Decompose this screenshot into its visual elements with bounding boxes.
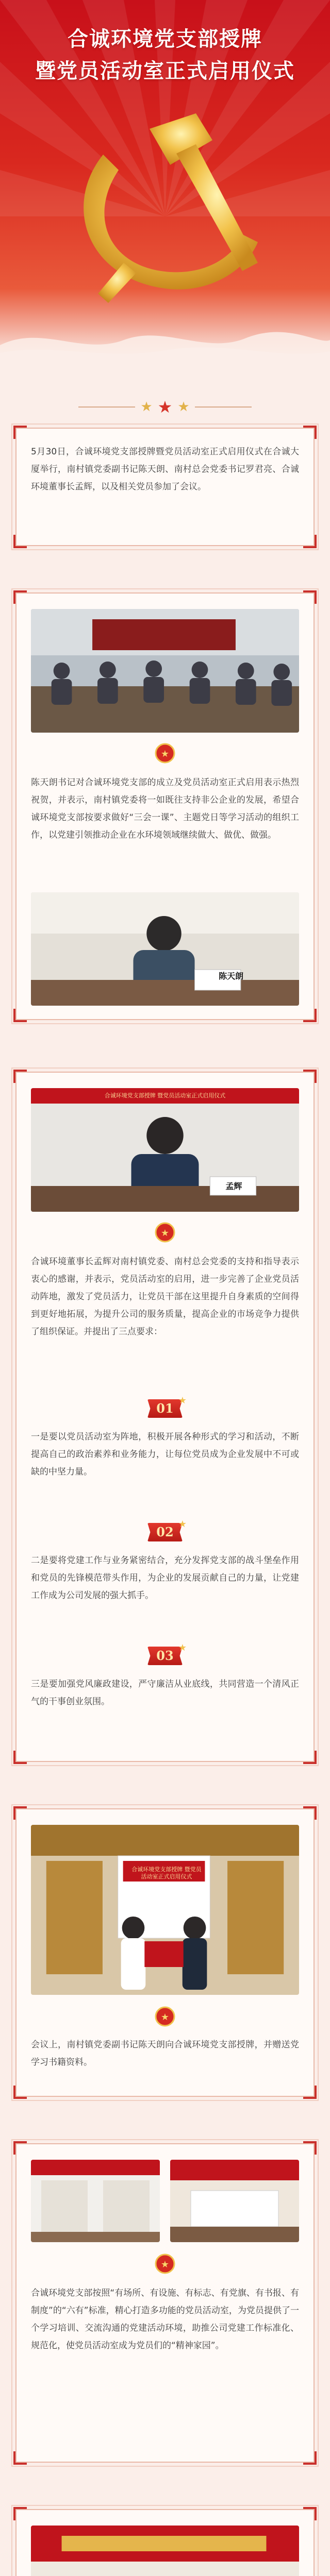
section-card-4 [15,2143,315,2463]
section-card-1 [15,592,315,1020]
star-divider [0,397,330,417]
intro-card [15,428,315,546]
party-badge-icon [155,2253,175,2274]
point-badge-03: 03 ★ [143,1645,187,1667]
party-badge-icon [155,2006,175,2027]
star-icon: ★ [157,397,173,417]
activity-room-photo-1 [31,2160,160,2242]
svg-text:★: ★ [160,749,170,759]
point-03-paragraph: 三是要加强党风廉政建设，严守廉洁从业底线，共同营造一个清风正气的干事创业氛围。 [31,1679,299,1707]
star-icon: ★ [178,1642,187,1653]
section-card-2 [15,1072,315,1762]
chairman-nameplate: 孟辉 [225,1181,242,1191]
title-line-2: 暨党员活动室正式启用仪式 [35,59,295,83]
party-badge-icon [155,1222,175,1243]
section1-paragraph: 陈天朗书记对合诚环境党支部的成立及党员活动室正式启用表示热烈祝贺，并表示，南村镇党委将一如既往支持非公企业的发展，希望合诚环境党支部按要求做好“三会一课”、主题党日等学习活动的组织工作，以党建引领推动企业在水环境领域继续做大、做优、做强。 [31,777,299,840]
chairman-photo [31,1088,299,1212]
section3-paragraph: 会议上，南村镇党委副书记陈天朗向合诚环境党支部授牌，并赠送党学习书籍资料。 [31,2040,299,2067]
speaker-photo [31,892,299,1006]
header-banner [0,0,330,361]
activity-room-photo-2 [170,2160,299,2242]
section4-paragraph: 合诚环境党支部按照“有场所、有设施、有标志、有党旗、有书报、有制度”的“六有”标准，精心打造多功能的党员活动室，为党员提供了一个学习培训、交流沟通的党建活动环境，助推公司党建工作标准化、规范化，使党员活动室成为党员们的“精神家园”。 [31,2288,299,2351]
speaker-nameplate: 陈天朗 [219,971,244,981]
group-photo [31,2526,299,2576]
section-card-5 [15,2509,315,2576]
section-card-3 [15,1808,315,2097]
star-icon: ★ [140,399,153,415]
star-icon: ★ [178,1519,187,1530]
plaque-ceremony-photo [31,1825,299,1995]
point-02-paragraph: 二是要将党建工作与业务紧密结合，充分发挥党支部的战斗堡垒作用和党员的先锋模范带头作用，为企业的发展贡献自己的力量，让党建工作成为公司发展的强大抓手。 [31,1555,299,1601]
meeting-photo [31,609,299,733]
party-badge-icon [155,743,175,764]
point-badge-01: 01 ★ [143,1397,187,1420]
point-badge-02: 02 ★ [143,1521,187,1544]
plaque-title-text: 合诚环境党支部授牌 暨党员活动室正式启用仪式 [131,1866,202,1880]
intro-paragraph: 5月30日，合诚环境党支部授牌暨党员活动室正式启用仪式在合诚大厦举行，南村镇党委副书记陈天朗、南村总会党委书记罗君亮、合诚环境董事长孟辉，以及相关党员参加了会议。 [31,447,299,492]
svg-text:★: ★ [160,2259,170,2270]
section2-intro-paragraph: 合诚环境董事长孟辉对南村镇党委、南村总会党委的支持和指导表示衷心的感谢，并表示，党员活动室的启用，进一步完善了企业党员活动阵地，激发了党员活力，让党员干部在这里提升自身素质的空间得到更好地拓展，为提升公司的服务质量，提高企业的市场竞争力提供了组织保证。并提出了三点要求： [31,1257,299,1337]
divider-line [78,406,135,408]
svg-text:★: ★ [160,1228,170,1239]
title-line-1: 合诚环境党支部授牌 [68,27,262,51]
party-emblem-icon [41,93,289,309]
photo-banner-text: 合诚环境党支部授牌 暨党员活动室正式启用仪式 [104,1092,226,1099]
svg-text:★: ★ [160,2012,170,2023]
star-icon: ★ [178,1395,187,1406]
star-icon: ★ [177,399,190,415]
page-title [0,23,330,87]
point-01-paragraph: 一是要以党员活动室为阵地，积极开展各种形式的学习和活动，不断提高自己的政治素养和业务能力，让每位党员成为企业发展中不可或缺的中坚力量。 [31,1432,299,1477]
divider-line [195,406,252,408]
cloud-decoration [0,314,330,361]
